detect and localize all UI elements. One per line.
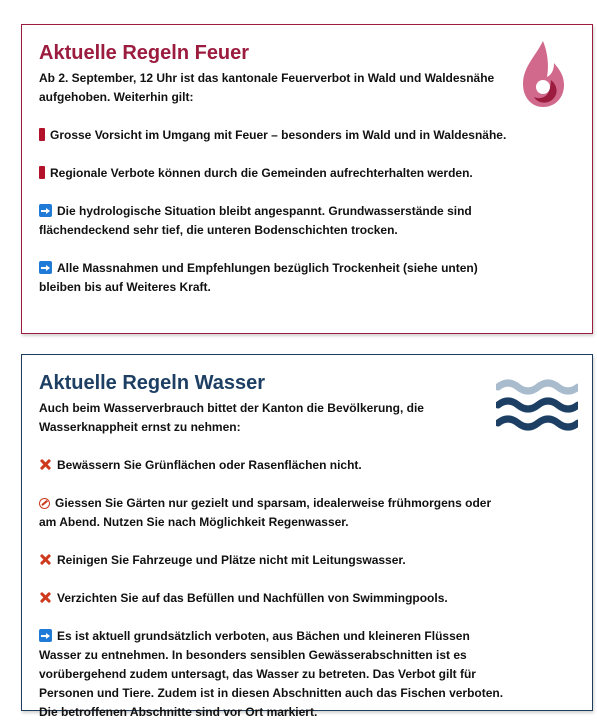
water-rule-5 <box>39 627 509 722</box>
water-rule-4 <box>39 589 509 608</box>
flame-icon <box>513 39 573 111</box>
water-rule-1 <box>39 456 509 475</box>
water-rule-1-text: Bewässern Sie Grünflächen oder Rasenflächen nicht. <box>57 458 362 472</box>
cross-icon <box>39 591 52 604</box>
fire-rule-4-text: Alle Massnahmen und Empfehlungen bezüglich Trockenheit (siehe unten) bleiben bis auf Weiteres Kraft. <box>39 261 478 294</box>
fire-rule-1 <box>39 126 509 145</box>
water-rules-content <box>39 371 509 722</box>
water-rules-intro: Auch beim Wasserverbrauch bittet der Kanton die Bevölkerung, die Wasserknappheit ernst zu nehmen: <box>39 401 424 434</box>
water-rule-3 <box>39 551 509 570</box>
water-rules-title: Aktuelle Regeln Wasser <box>39 372 266 394</box>
arrow-right-icon <box>39 204 52 217</box>
waves-icon <box>496 377 578 437</box>
fire-rules-title: Aktuelle Regeln Feuer <box>39 42 250 64</box>
fire-rule-2-text: Regionale Verbote können durch die Gemeinden aufrechterhalten werden. <box>50 166 473 180</box>
red-bar-icon <box>39 128 45 141</box>
arrow-right-icon <box>39 629 52 642</box>
cross-icon <box>39 458 52 471</box>
water-rule-2 <box>39 494 509 532</box>
water-rules-card <box>21 354 593 719</box>
fire-rule-4 <box>39 259 509 297</box>
prohibited-icon <box>39 498 50 509</box>
cross-icon <box>39 553 52 566</box>
fire-rules-content <box>39 41 509 297</box>
red-bar-icon <box>39 166 45 179</box>
fire-rules-card <box>21 24 593 334</box>
water-rule-4-text: Verzichten Sie auf das Befüllen und Nachfüllen von Swimmingpools. <box>57 591 448 605</box>
fire-rule-2 <box>39 164 509 183</box>
arrow-right-icon <box>39 261 52 274</box>
water-rule-3-text: Reinigen Sie Fahrzeuge und Plätze nicht mit Leitungswasser. <box>57 553 406 567</box>
fire-rules-intro: Ab 2. September, 12 Uhr ist das kantonale Feuerverbot in Wald und Waldesnähe aufgehoben. Weiterhin gilt: <box>39 71 495 104</box>
fire-rule-1-text: Grosse Vorsicht im Umgang mit Feuer – besonders im Wald und in Waldesnähe. <box>50 128 507 142</box>
fire-rule-3 <box>39 202 509 240</box>
fire-rule-3-text: Die hydrologische Situation bleibt angespannt. Grundwasserstände sind flächendeckend sehr tief, die unteren Bodenschichten trocken. <box>39 204 472 237</box>
water-rule-5-text: Es ist aktuell grundsätzlich verboten, aus Bächen und kleineren Flüssen Wasser zu entnehmen. In besonders sensiblen Gewässerabschnitten ist es vorübergehend zudem untersagt, das Wasser zu betreten. Das Verbot gilt für Personen und Tiere. Zudem ist in diesen Abschnitten auch das Fischen verboten. Die betroffenen Abschnitte sind vor Ort markiert. <box>39 629 504 719</box>
water-rule-2-text: Giessen Sie Gärten nur gezielt und sparsam, idealerweise frühmorgens oder am Abend. Nutzen Sie nach Möglichkeit Regenwasser. <box>39 496 492 529</box>
